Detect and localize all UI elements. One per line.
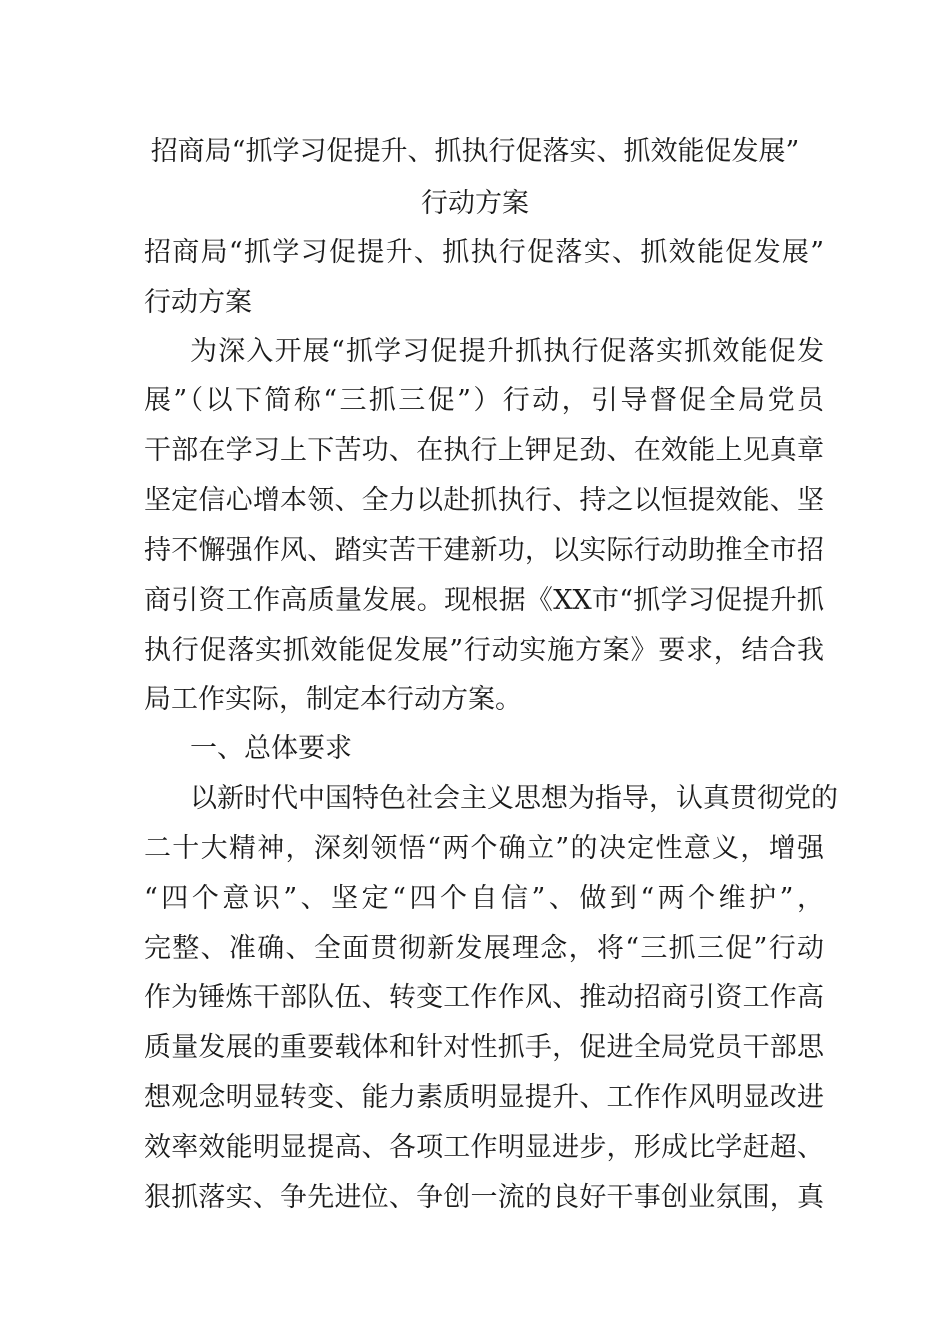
paragraph-line: 效率效能明显提高、各项工作明显进步，形成比学赶超、 [144, 1132, 824, 1163]
section-heading: 一、总体要求 [190, 733, 352, 764]
paragraph-line: 完整、准确、全面贯彻新发展理念，将“三抓三促”行动 [144, 933, 824, 964]
repeated-title-line-1: 招商局“抓学习促提升、抓执行促落实、抓效能促发展” [144, 237, 824, 268]
paragraph-line: 局工作实际，制定本行动方案。 [144, 684, 522, 715]
paragraph-line: 以新时代中国特色社会主义思想为指导，认真贯彻党的 [190, 783, 838, 814]
paragraph-line: 执行促落实抓效能促发展”行动实施方案》要求，结合我 [144, 635, 824, 666]
paragraph-line: 干部在学习上下苦功、在执行上钾足劲、在效能上见真章 [144, 435, 824, 466]
document-title-line-2: 行动方案 [421, 188, 529, 219]
paragraph-line: 商引资工作高质量发展。现根据《XX市“抓学习促提升抓 [144, 585, 824, 616]
paragraph-line: 二十大精神，深刻领悟“两个确立”的决定性意义，增强 [144, 833, 824, 864]
paragraph-line: 想观念明显转变、能力素质明显提升、工作作风明显改进 [144, 1082, 824, 1113]
paragraph-line: 作为锤炼干部队伍、转变工作作风、推动招商引资工作高 [144, 982, 824, 1013]
paragraph-line: 坚定信心增本领、全力以赴抓执行、持之以恒提效能、坚 [144, 485, 824, 516]
paragraph-line: 狠抓落实、争先进位、争创一流的良好干事创业氛围，真 [144, 1182, 824, 1213]
paragraph-line: 展”（以下简称“三抓三促”）行动，引导督促全局党员 [144, 385, 824, 416]
document-title-line-1: 招商局“抓学习促提升、抓执行促落实、抓效能促发展” [150, 136, 800, 167]
paragraph-line: 持不懈强作风、踏实苦干建新功，以实际行动助推全市招 [144, 535, 824, 566]
paragraph-line: “四个意识”、坚定“四个自信”、做到“两个维护”， [144, 883, 824, 914]
paragraph-line: 质量发展的重要载体和针对性抓手，促进全局党员干部思 [144, 1032, 824, 1063]
repeated-title-line-2: 行动方案 [144, 287, 252, 318]
paragraph-line: 为深入开展“抓学习促提升抓执行促落实抓效能促发 [190, 336, 824, 367]
